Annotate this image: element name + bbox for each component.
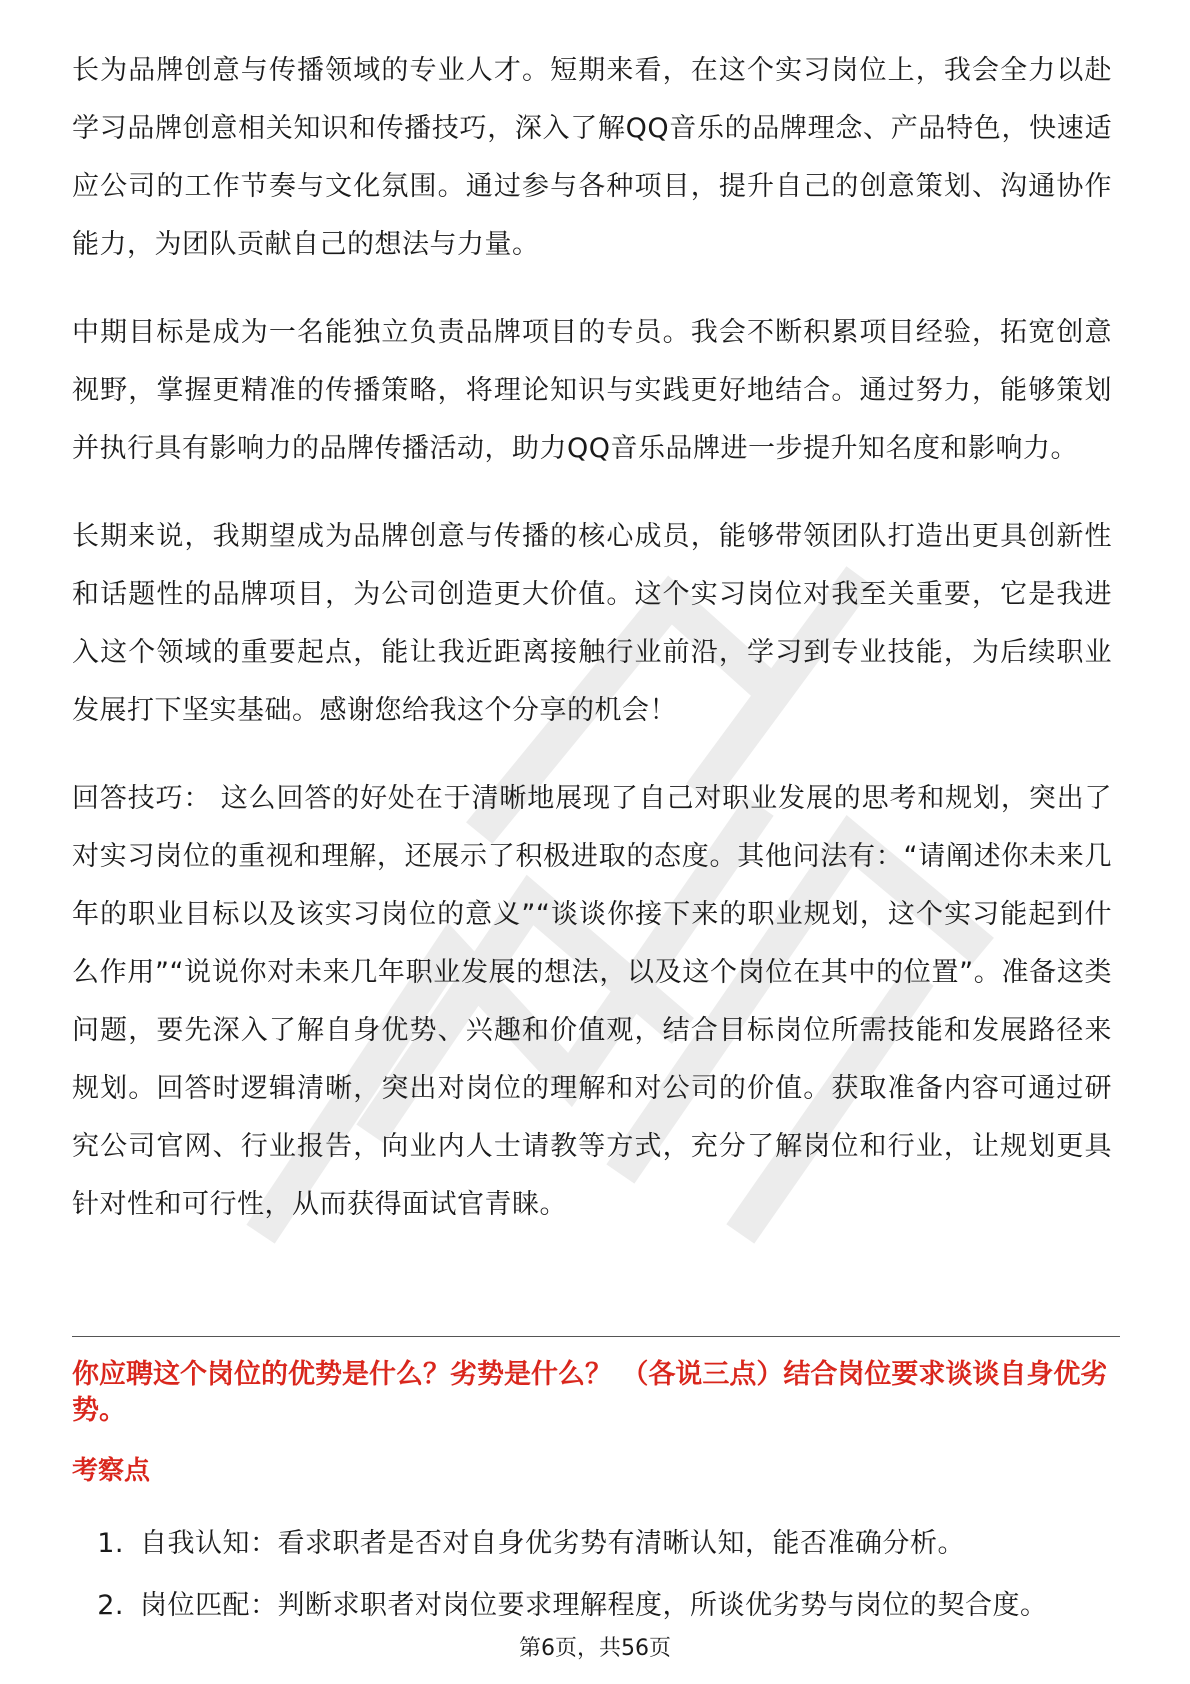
section-heading-examination-points: 考察点 <box>72 1456 151 1486</box>
body-text <box>72 42 1112 1264</box>
list-item <box>72 1526 1120 1562</box>
list-item-number: 1. <box>97 1528 124 1559</box>
examination-point-list <box>72 1526 1120 1650</box>
paragraph-mid-term: 中期目标是成为一名能独立负责品牌项目的专员。我会不断积累项目经验，拓宽创意视野，掌握更精准的传播策略，将理论知识与实践更好地结合。通过努力，能够策划并执行具有影响力的品牌传播活动，助力QQ音乐品牌进一步提升知名度和影响力。 <box>72 317 1112 464</box>
paragraph-short-term: 长为品牌创意与传播领域的专业人才。短期来看，在这个实习岗位上，我会全力以赴学习品牌创意相关知识和传播技巧，深入了解QQ音乐的品牌理念、产品特色，快速适应公司的工作节奏与文化氛围。通过参与各种项目，提升自己的创意策划、沟通协作能力，为团队贡献自己的想法与力量。 <box>72 55 1112 260</box>
list-item <box>72 1588 1120 1624</box>
paragraph-answer-tips: 回答技巧： 这么回答的好处在于清晰地展现了自己对职业发展的思考和规划，突出了对实习岗位的重视和理解，还展示了积极进取的态度。其他问法有：“请阐述你未来几年的职业目标以及该实习岗位的意义”“谈谈你接下来的职业规划，这个实习能起到什么作用”“说说你对未来几年职业发展的想法，以及这个岗位在其中的位置”。准备这类问题，要先深入了解自身优势、兴趣和价值观，结合目标岗位所需技能和发展路径来规划。回答时逻辑清晰，突出对岗位的理解和对公司的价值。获取准备内容可通过研究公司官网、行业报告，向业内人士请教等方式，充分了解岗位和行业，让规划更具针对性和可行性，从而获得面试官青睐。 <box>72 783 1112 1220</box>
paragraph-long-term: 长期来说，我期望成为品牌创意与传播的核心成员，能够带领团队打造出更具创新性和话题性的品牌项目，为公司创造更大价值。这个实习岗位对我至关重要，它是我进入这个领域的重要起点，能让我近距离接触行业前沿，学习到专业技能，为后续职业发展打下坚实基础。感谢您给我这个分享的机会！ <box>72 521 1112 726</box>
list-item-text: 岗位匹配：判断求职者对岗位要求理解程度，所谈优劣势与岗位的契合度。 <box>140 1590 1048 1621</box>
list-item-number: 2. <box>97 1590 124 1621</box>
section-divider <box>72 1336 1120 1337</box>
question-heading: 你应聘这个岗位的优势是什么？劣势是什么？ （各说三点）结合岗位要求谈谈自身优劣势。 <box>72 1359 1108 1426</box>
list-item-text: 自我认知：看求职者是否对自身优劣势有清晰认知，能否准确分析。 <box>140 1528 965 1559</box>
page-number-footer: 第6页，共56页 <box>519 1636 671 1661</box>
